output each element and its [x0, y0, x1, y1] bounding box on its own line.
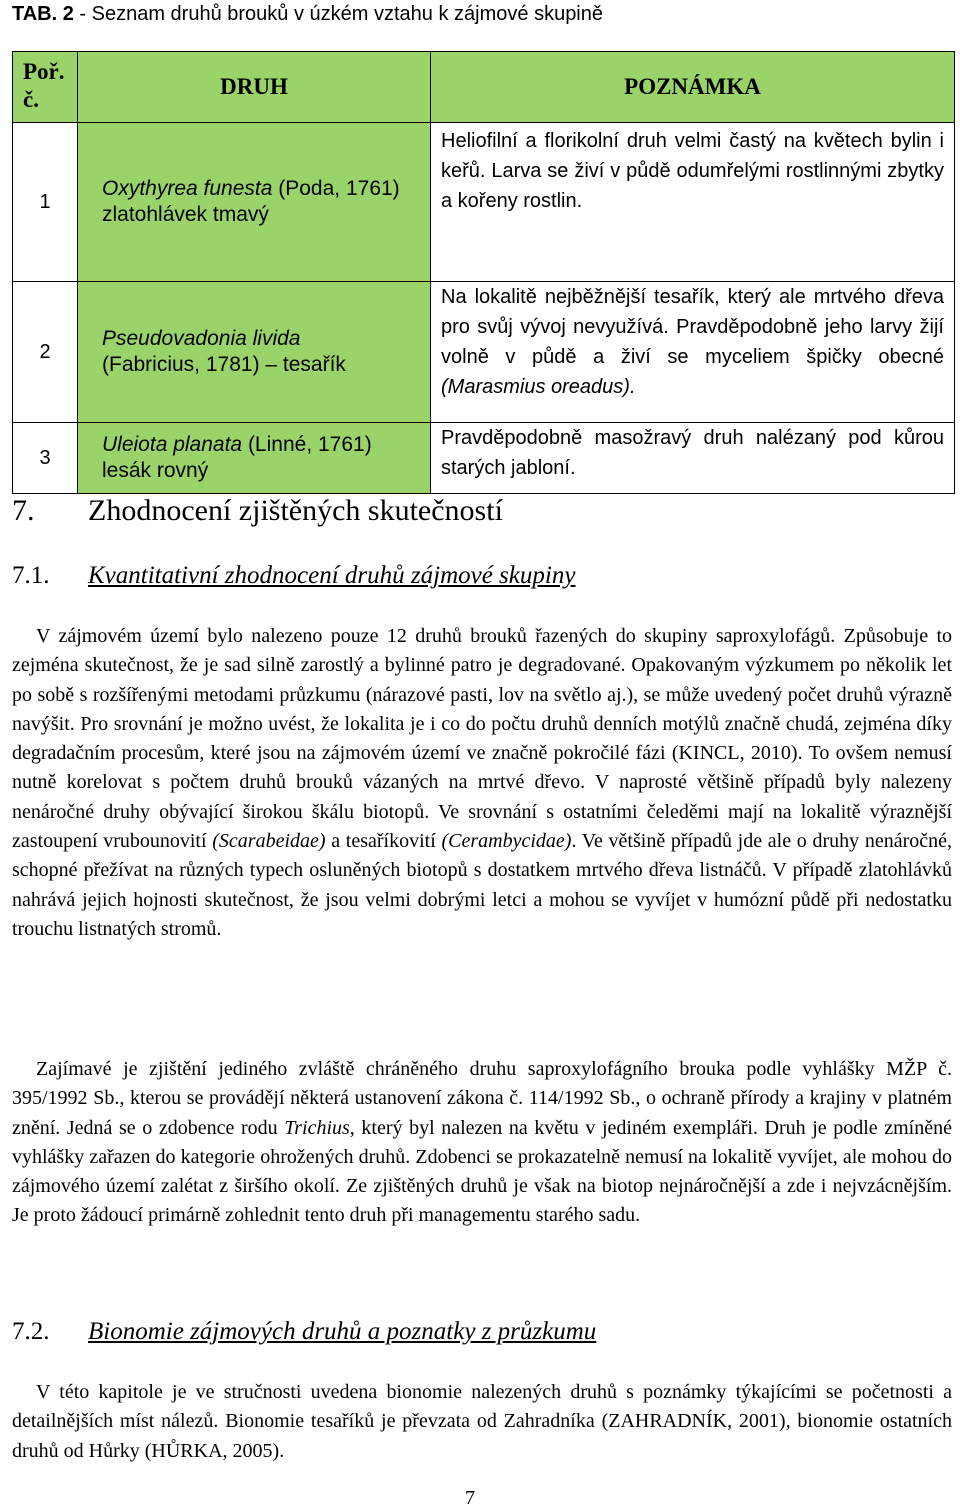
taxon-italic: (Cerambycidae)	[441, 830, 572, 853]
table-caption-text: - Seznam druhů brouků v úzkém vztahu k zájmové skupině	[73, 3, 603, 25]
section-heading-7	[12, 494, 503, 528]
subsection-heading-7-1	[12, 562, 575, 590]
subsection-number: 7.2.	[12, 1318, 50, 1345]
section-number: 7.	[12, 494, 35, 527]
header-poznamka: POZNÁMKA	[431, 52, 955, 123]
species-cell	[78, 282, 431, 423]
subsection-number: 7.1.	[12, 562, 50, 589]
species-cell	[78, 423, 431, 494]
note-text: Na lokalitě nejběžnější tesařík, který ale mrtvého dřeva pro svůj vývoj nevyužívá. Pravděpodobně jeho larvy žijí volně v půdě a živí se myceliem špičky obecné	[441, 286, 944, 368]
header-poradi: Poř. č.	[13, 52, 78, 123]
note-text: Heliofilní a florikolní druh velmi častý na květech bylin i keřů. Larva se živí v půdě odumřelými rostlinnými zbytky a kořeny rostlin.	[441, 130, 944, 212]
species-latin-name: Oxythyrea funesta	[102, 177, 273, 200]
table-header-row	[13, 52, 955, 123]
note-cell	[431, 123, 955, 282]
table-row	[13, 423, 955, 494]
page-number: 7	[465, 1487, 475, 1509]
species-author: (Linné, 1761)	[242, 433, 372, 456]
paragraph-bionomy: V této kapitole je ve stručnosti uvedena bionomie nalezených druhů s poznámky týkajícími se početnosti a detailnějších míst nálezů. Bionomie tesaříků je převzata od Zahradníka (ZAHRADNÍK, 2001), bionomie ostatních druhů od Hůrky (HŮRKA, 2005).	[12, 1381, 952, 1462]
row-number: 2	[13, 282, 78, 423]
note-cell	[431, 282, 955, 423]
subsection-title: Bionomie zájmových druhů a poznatky z průzkumu	[88, 1318, 597, 1345]
table-row	[13, 123, 955, 282]
row-number: 3	[13, 423, 78, 494]
table-caption	[12, 2, 603, 26]
species-table	[12, 51, 955, 494]
taxon-italic: Trichius	[284, 1116, 350, 1139]
subsection-title: Kvantitativní zhodnocení druhů zájmové skupiny	[88, 562, 576, 589]
paragraph-quantitative: V zájmovém území bylo nalezeno pouze 12 druhů brouků řazených do skupiny saproxylofágů. Způsobuje to zejména skutečnost, že je sad silně zarostlý a bylinné patro je degradované. Opakovaným výzkumem po několik let po sobě s rozšířenými metodami průzkumu (nárazové pasti, lov na světlo aj.), se může uvedený počet druhů výrazně navýšit. Pro srovnání je možno uvést, že lokalita je i co do počtu druhů denních motýlů značně chudá, zejména díky degradačním procesům, které jsou na zájmovém území ve značně pokročilé fázi (KINCL, 2010). To ovšem nemusí nutně korelovat s počtem druhů brouků vázaných na mrtvé dřevo. V naprosté většině případů byly nalezeny nenáročné druhy obývající širokou škálu biotopů. Ve srovnání s ostatními čeleděmi mají na lokalitě výraznější zastoupení vrubounovití (Scarabeidae) a tesaříkovití (Cerambycidae). Ve většině případů jde ale o druhy nenáročné, schopné přežívat na různých typech osluněných biotopů s dostatkem mrtvého dřeva listnáčů. V případě zlatohlávků nahrává jejich hojnosti skutečnost, že jsou velmi dobrými letci a mohou se vyvíjet v humózní půdě při nedostatku trouchu listnatých stromů.	[12, 625, 953, 940]
species-author: (Poda, 1761)	[272, 177, 400, 200]
taxon-italic: (Scarabeidae)	[212, 830, 326, 853]
table-row	[13, 282, 955, 423]
section-title: Zhodnocení zjištěných skutečností	[88, 494, 503, 527]
note-text: Pravděpodobně masožravý druh nalézaný pod kůrou starých jabloní.	[441, 427, 944, 479]
species-common-name: lesák rovný	[102, 459, 209, 482]
species-cell	[78, 123, 431, 282]
species-latin-name: Pseudovadonia livida	[102, 327, 301, 350]
subsection-heading-7-2	[12, 1318, 596, 1346]
header-druh: DRUH	[78, 52, 431, 123]
note-cell	[431, 423, 955, 494]
row-number: 1	[13, 123, 78, 282]
species-common-name: zlatohlávek tmavý	[102, 203, 269, 226]
species-author: (Fabricius, 1781) – tesařík	[102, 353, 346, 376]
species-latin-name: Uleiota planata	[102, 433, 243, 456]
paragraph-protected-species: Zajímavé je zjištění jediného zvláště chráněného druhu saproxylofágního brouka podle vyhlášky MŽP č. 395/1992 Sb., kterou se provádějí některá ustanovení zákona č. 114/1992 Sb., o ochraně přírody a krajiny v platném znění. Jedná se o zdobence rodu Trichius, který byl nalezen na květu v jediném exempláři. Druh je podle zmíněné vyhlášky zařazen do kategorie ohrožených druhů. Zdobenci se prokazatelně nemusí na lokalitě vyvíjet, ale mohou do zájmového území zalétat z širšího okolí. Ze zjištěných druhů je však na biotop nejnáročnější a zde i nejvzácnějším. Je proto žádoucí primárně zohlednit tento druh při managementu starého sadu.	[12, 1058, 952, 1227]
note-text-italic: (Marasmius oreadus).	[441, 376, 636, 398]
table-caption-label: TAB. 2	[12, 3, 74, 25]
